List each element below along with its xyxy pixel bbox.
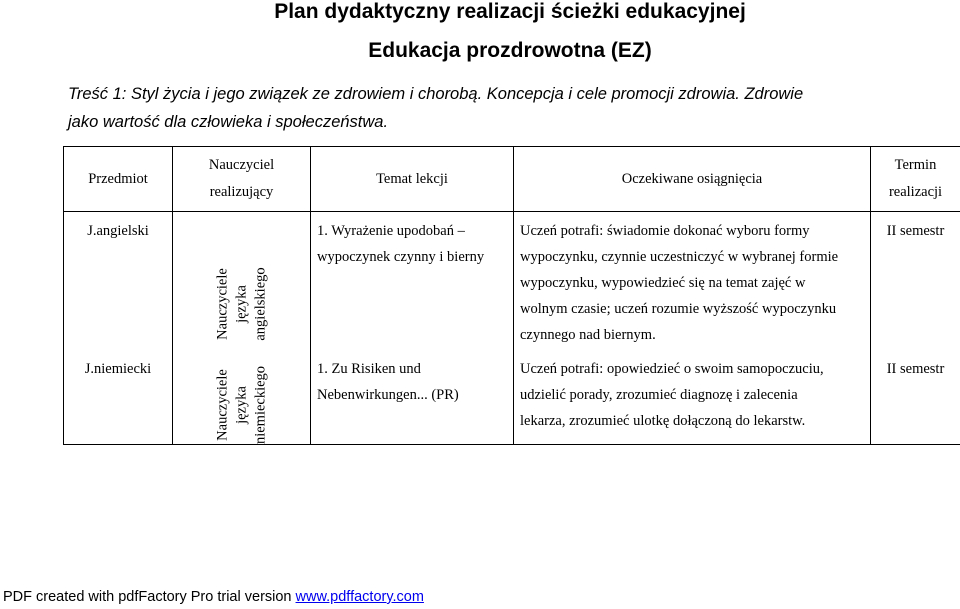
header-lesson: Temat lekcji — [311, 147, 514, 212]
topic-paragraph: Treść 1: Styl życia i jego związek ze zdrowiem i chorobą. Koncepcja i cele promocji zdrowia. Zdrowie jako wartość dla człowieka i społeczeństwa. — [68, 85, 804, 131]
cell-subject: J.niemiecki — [64, 350, 173, 445]
header-teacher: Nauczyciel realizujący — [173, 147, 311, 212]
footer-text: PDF created with pdfFactory Pro trial version — [3, 589, 296, 605]
teacher-vertical-text: Nauczyciele języka angielskiego — [214, 267, 268, 341]
header-subject: Przedmiot — [64, 147, 173, 212]
header-outcomes: Oczekiwane osiągnięcia — [514, 147, 871, 212]
cell-outcomes: Uczeń potrafi: opowiedzieć o swoim samopoczuciu, udzielić porady, zrozumieć diagnozę i zalecenia lekarza, zrozumieć ulotkę dołączoną do lekarstw. — [514, 350, 871, 445]
plan-table — [63, 146, 960, 445]
table-row — [64, 350, 960, 445]
cell-lesson: 1. Wyrażenie upodobań – wypoczynek czynny i bierny — [311, 212, 514, 351]
cell-term: II semestr — [871, 350, 960, 445]
pdf-footer — [3, 587, 424, 607]
pdffactory-link[interactable]: www.pdffactory.com — [295, 589, 424, 605]
cell-lesson: 1. Zu Risiken und Nebenwirkungen... (PR) — [311, 350, 514, 445]
teacher-vertical-text: Nauczyciele języka niemieckiego — [214, 365, 268, 445]
document-subtitle: Edukacja prozdrowotna (EZ) — [368, 39, 652, 62]
table-row — [64, 212, 960, 351]
table-header-row — [64, 147, 960, 212]
document-title: Plan dydaktyczny realizacji ścieżki edukacyjnej — [274, 0, 746, 23]
cell-term: II semestr — [871, 212, 960, 351]
cell-subject: J.angielski — [64, 212, 173, 351]
cell-teacher — [173, 350, 311, 445]
cell-outcomes: Uczeń potrafi: świadomie dokonać wyboru formy wypoczynku, czynnie uczestniczyć w wybranej formie wypoczynku, wypowiedzieć się na temat zajęć w wolnym czasie; uczeń rozumie wyższość wypoczynku czynnego nad biernym. — [514, 212, 871, 351]
header-term: Termin realizacji — [871, 147, 960, 212]
cell-teacher — [173, 212, 311, 351]
